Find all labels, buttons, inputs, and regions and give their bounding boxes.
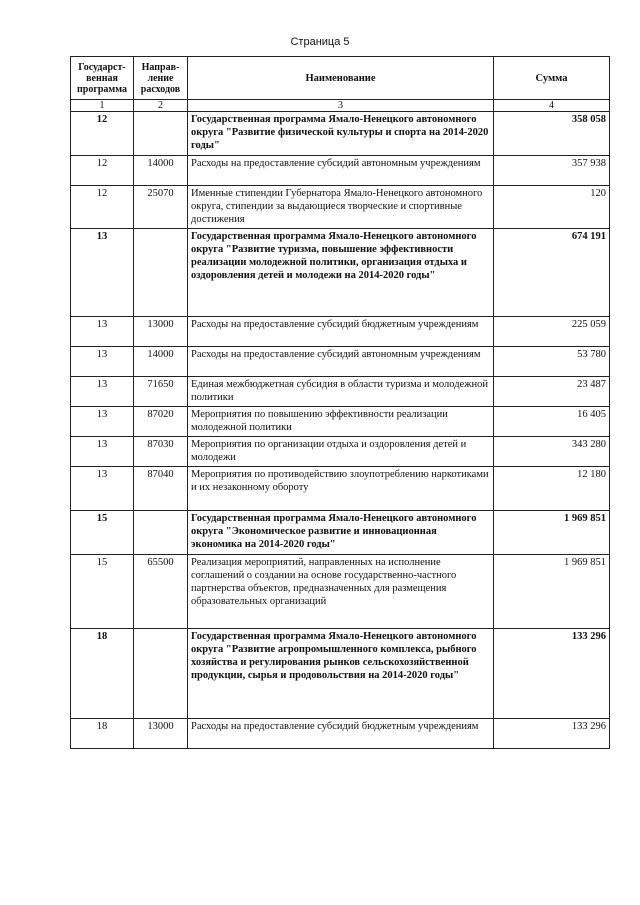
column-header-direction: Направ-ление расходов <box>134 57 188 100</box>
column-header-name: Наименование <box>188 57 494 100</box>
cell-sum: 1 969 851 <box>494 555 610 629</box>
cell-sum: 133 296 <box>494 629 610 719</box>
cell-direction: 87020 <box>134 407 188 437</box>
cell-sum: 120 <box>494 186 610 229</box>
cell-sum: 1 969 851 <box>494 511 610 555</box>
cell-program: 18 <box>71 629 134 719</box>
table-row-program <box>71 511 610 555</box>
cell-direction: 14000 <box>134 347 188 377</box>
cell-direction <box>134 229 188 317</box>
cell-name: Государственная программа Ямало-Ненецкого автономного округа "Развитие агропромышленного комплекса, рыбного хозяйства и регулирования рынков сельскохозяйственной продукции, сырья и продовольствия на 2014-2020 годы" <box>188 629 494 719</box>
cell-program: 15 <box>71 555 134 629</box>
table-row <box>71 407 610 437</box>
column-number-row <box>71 100 610 112</box>
cell-program: 18 <box>71 719 134 749</box>
table-header-row <box>71 57 610 100</box>
cell-direction: 14000 <box>134 156 188 186</box>
cell-direction: 13000 <box>134 317 188 347</box>
cell-name: Государственная программа Ямало-Ненецкого автономного округа "Экономическое развитие и инновационная экономика на 2014-2020 годы" <box>188 511 494 555</box>
cell-direction: 71650 <box>134 377 188 407</box>
cell-program: 13 <box>71 347 134 377</box>
cell-name: Реализация мероприятий, направленных на исполнение соглашений о создании на основе государственно-частного партнерства объектов, предназначенных для размещения образовательных организаций <box>188 555 494 629</box>
table-row <box>71 377 610 407</box>
cell-sum: 16 405 <box>494 407 610 437</box>
budget-table <box>70 56 610 749</box>
column-header-program: Государст-венная программа <box>71 57 134 100</box>
column-header-sum: Сумма <box>494 57 610 100</box>
cell-sum: 358 058 <box>494 112 610 156</box>
column-number: 3 <box>188 100 494 112</box>
cell-name: Расходы на предоставление субсидий бюджетным учреждениям <box>188 719 494 749</box>
cell-name: Государственная программа Ямало-Ненецкого автономного округа "Развитие туризма, повышение эффективности реализации молодежной политики, организация отдыха и оздоровления детей и молодежи на 2014-2020 годы" <box>188 229 494 317</box>
cell-sum: 357 938 <box>494 156 610 186</box>
cell-name: Именные стипендии Губернатора Ямало-Ненецкого автономного округа, стипендии за выдающиеся творческие и спортивные достижения <box>188 186 494 229</box>
cell-sum: 23 487 <box>494 377 610 407</box>
cell-sum: 674 191 <box>494 229 610 317</box>
table-row-program <box>71 629 610 719</box>
cell-program: 13 <box>71 377 134 407</box>
cell-sum: 53 780 <box>494 347 610 377</box>
cell-program: 12 <box>71 156 134 186</box>
cell-program: 13 <box>71 467 134 511</box>
cell-name: Мероприятия по противодействию злоупотреблению наркотиками и их незаконному обороту <box>188 467 494 511</box>
cell-sum: 343 280 <box>494 437 610 467</box>
cell-name: Государственная программа Ямало-Ненецкого автономного округа "Развитие физической культуры и спорта на 2014-2020 годы" <box>188 112 494 156</box>
cell-program: 13 <box>71 407 134 437</box>
cell-sum: 12 180 <box>494 467 610 511</box>
column-number: 1 <box>71 100 134 112</box>
table-row-program <box>71 229 610 317</box>
cell-direction <box>134 629 188 719</box>
cell-program: 13 <box>71 229 134 317</box>
cell-direction: 25070 <box>134 186 188 229</box>
table-row <box>71 347 610 377</box>
cell-direction <box>134 511 188 555</box>
table-row <box>71 156 610 186</box>
cell-name: Мероприятия по повышению эффективности реализации молодежной политики <box>188 407 494 437</box>
cell-name: Единая межбюджетная субсидия в области туризма и молодежной политики <box>188 377 494 407</box>
table-row <box>71 186 610 229</box>
column-number: 2 <box>134 100 188 112</box>
cell-direction: 13000 <box>134 719 188 749</box>
cell-program: 13 <box>71 317 134 347</box>
cell-program: 13 <box>71 437 134 467</box>
cell-direction <box>134 112 188 156</box>
cell-direction: 87030 <box>134 437 188 467</box>
cell-sum: 225 059 <box>494 317 610 347</box>
table-row <box>71 437 610 467</box>
cell-name: Расходы на предоставление субсидий автономным учреждениям <box>188 156 494 186</box>
column-number: 4 <box>494 100 610 112</box>
table-row <box>71 317 610 347</box>
cell-name: Расходы на предоставление субсидий автономным учреждениям <box>188 347 494 377</box>
cell-program: 12 <box>71 186 134 229</box>
page-number-label: Страница 5 <box>290 36 350 48</box>
cell-direction: 65500 <box>134 555 188 629</box>
cell-name: Мероприятия по организации отдыха и оздоровления детей и молодежи <box>188 437 494 467</box>
table-row <box>71 555 610 629</box>
cell-name: Расходы на предоставление субсидий бюджетным учреждениям <box>188 317 494 347</box>
table-row-program <box>71 112 610 156</box>
cell-program: 15 <box>71 511 134 555</box>
table-row <box>71 719 610 749</box>
table-row <box>71 467 610 511</box>
cell-direction: 87040 <box>134 467 188 511</box>
cell-program: 12 <box>71 112 134 156</box>
cell-sum: 133 296 <box>494 719 610 749</box>
